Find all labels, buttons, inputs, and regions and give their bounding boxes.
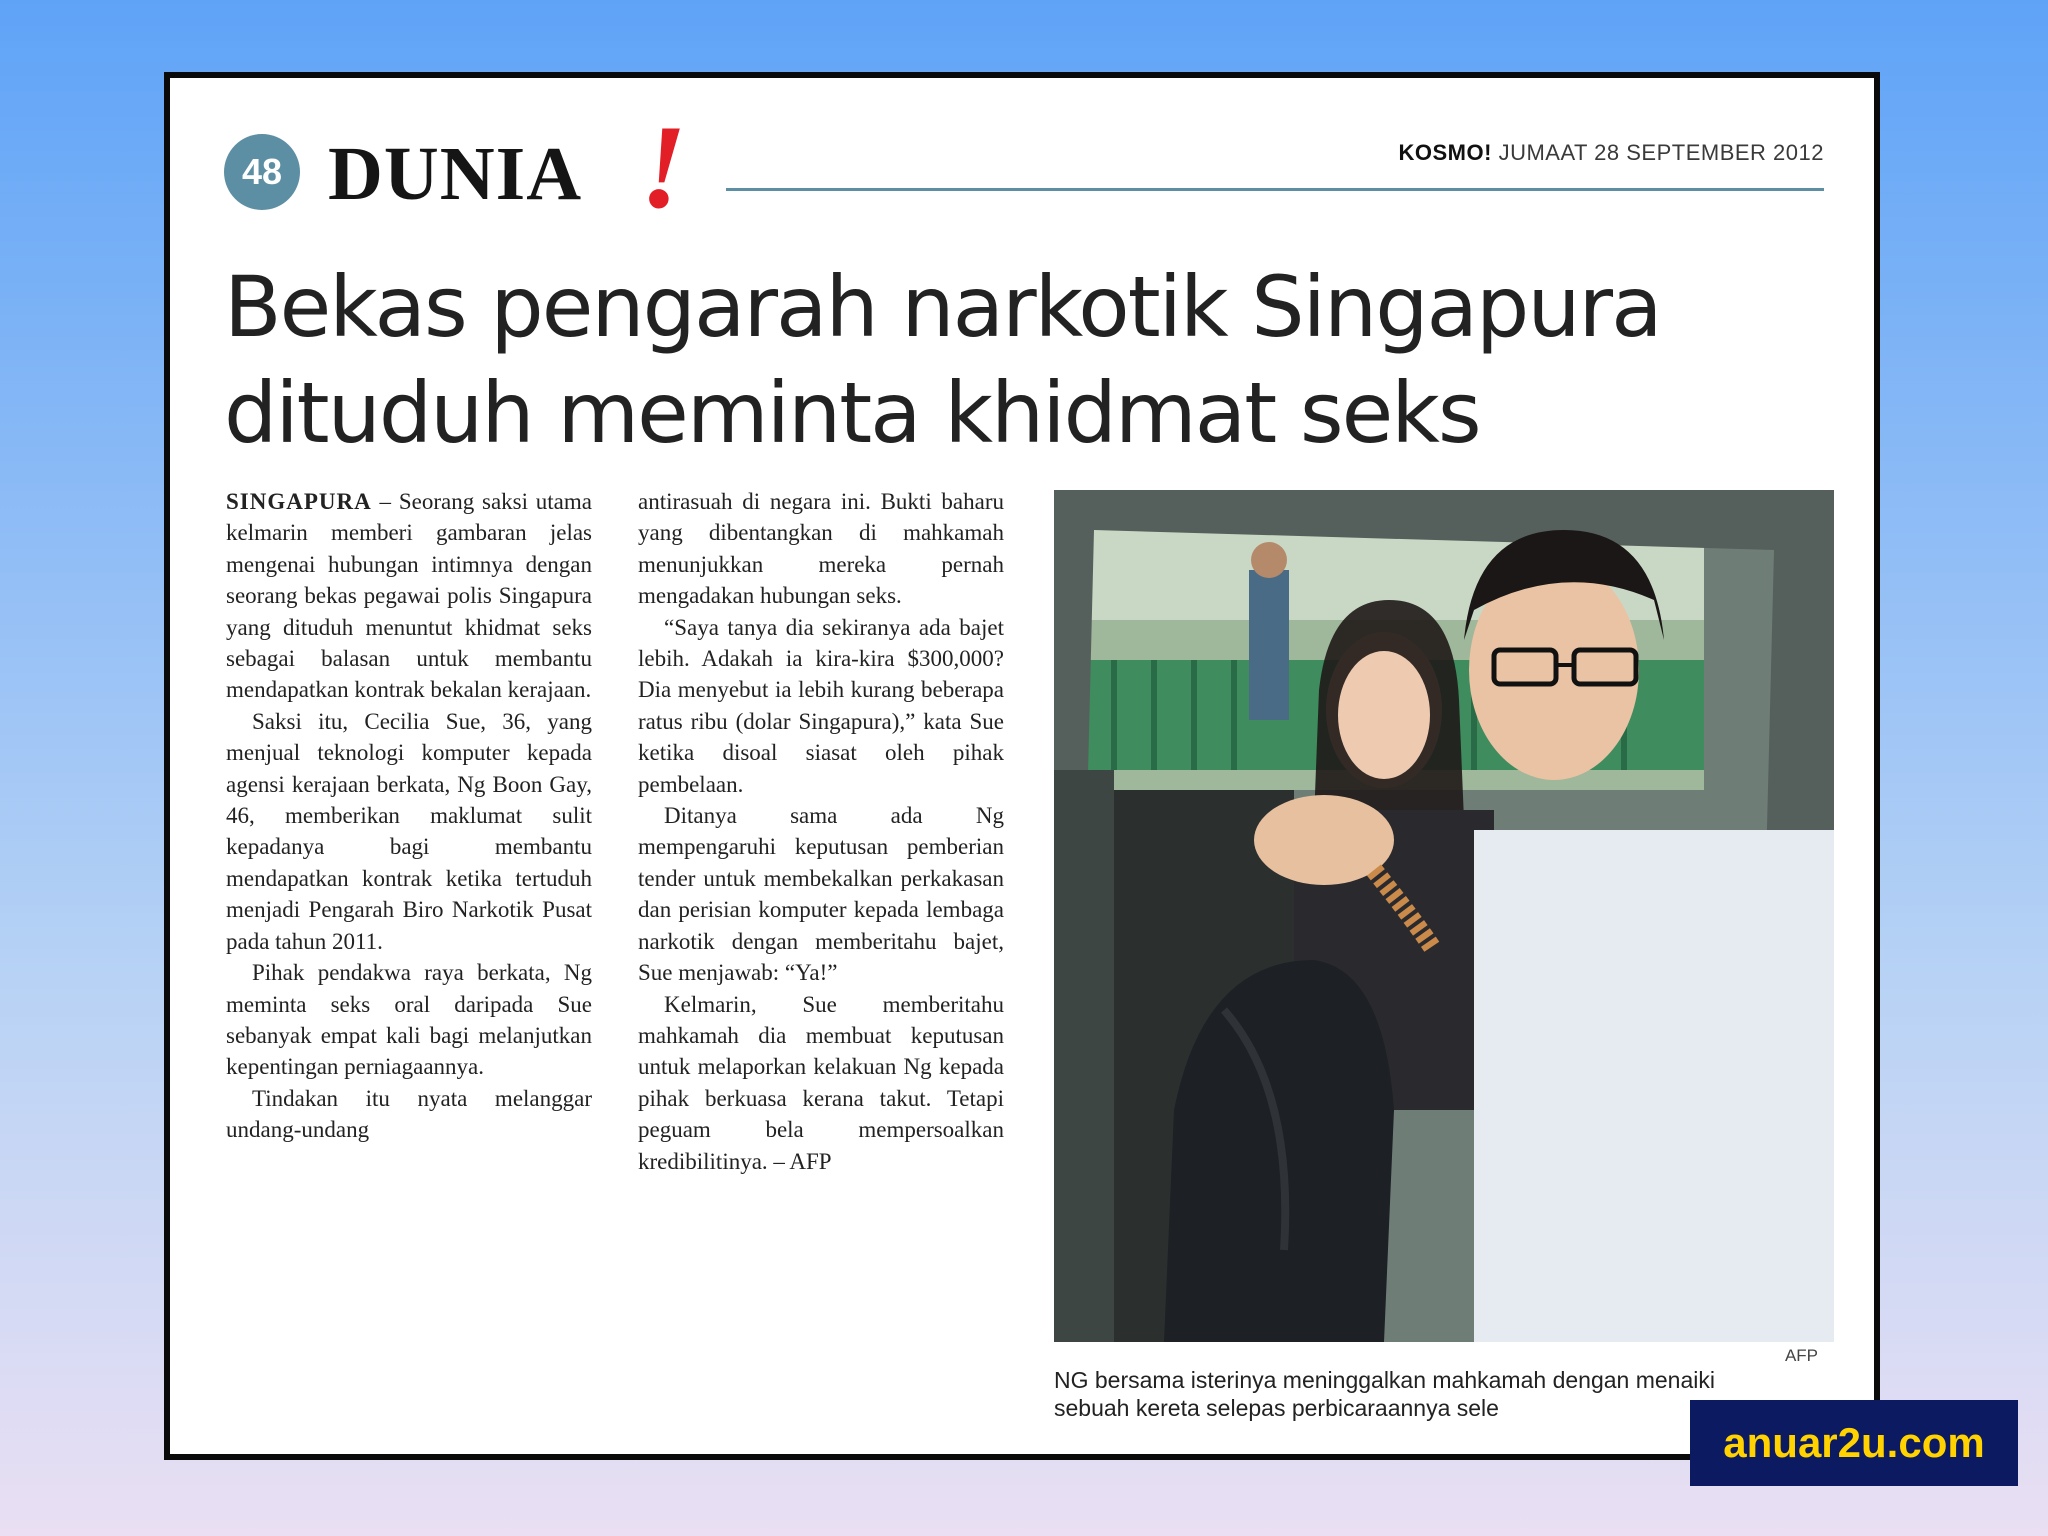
paragraph: Kelmarin, Sue memberitahu mahkamah dia membuat keputusan untuk melaporkan kelakuan Ng kepada pihak berkuasa kerana takut. Tetapi peguam bela mempersoalkan kredibilitinya. – AFP xyxy=(638,991,1004,1174)
section-title: DUNIA xyxy=(328,132,583,216)
page-number-badge: 48 xyxy=(224,134,300,210)
section-exclamation: ! xyxy=(640,100,687,233)
paragraph: Pihak pendakwa raya berkata, Ng meminta seks oral daripada Sue sebanyak empat kali bagi melanjutkan kepentingan perniagaannya. xyxy=(226,960,592,1080)
news-photo xyxy=(1054,490,1834,1342)
paragraph: antirasuah di negara ini. Bukti baharu yang dibentangkan di mahkamah menunjukkan mereka pernah mengadakan hubungan seks. xyxy=(638,489,1004,609)
paragraph: Tindakan itu nyata melanggar undang-undang xyxy=(226,1085,592,1143)
paragraph: Saksi itu, Cecilia Sue, 36, yang menjual teknologi komputer kepada agensi kerajaan berkata, Ng Boon Gay, 46, memberikan maklumat sulit kepadanya bagi membantu mendapatkan kontrak ketika tertuduh menjadi Pengarah Biro Narkotik Pusat pada tahun 2011. xyxy=(226,708,592,954)
paragraph xyxy=(226,486,592,706)
photo-credit: AFP xyxy=(1784,1346,1818,1365)
page-header xyxy=(224,100,1824,233)
headline-line-2: dituduh meminta khidmat seks xyxy=(224,364,1480,462)
article-headline xyxy=(224,254,1844,466)
photo-illustration xyxy=(1054,490,1834,1342)
paragraph: Ditanya sama ada Ng mempengaruhi keputusan pemberian tender untuk membekalkan perkakasan dan perisian komputer kepada lembaga narkotik dengan memberitahu bajet, Sue menjawab: “Ya!” xyxy=(638,803,1004,986)
newspaper-clipping xyxy=(164,72,1880,1460)
paragraph-text: – Seorang saksi utama kelmarin memberi gambaran jelas mengenai hubungan intimnya dengan seorang bekas pegawai polis Singapura yang dituduh menuntut khidmat seks sebagai balasan untuk membantu mendapatkan kontrak bekalan kerajaan. xyxy=(226,489,592,703)
paragraph: “Saya tanya dia sekiranya ada bajet lebih. Adakah ia kira-kira $300,000? Dia menyebut ia lebih kurang beberapa ratus ribu (dolar Singapura),” kata Sue ketika disoal siasat oleh pihak pembelaan. xyxy=(638,614,1004,797)
watermark-badge: anuar2u.com xyxy=(1690,1400,2018,1486)
article-column-2 xyxy=(638,486,1004,1177)
article-column-1 xyxy=(226,486,592,1146)
paper-name: KOSMO! xyxy=(1398,140,1492,165)
masthead xyxy=(1399,140,1825,166)
headline-line-1: Bekas pengarah narkotik Singapura xyxy=(224,258,1661,356)
photo-caption: NG bersama isterinya meninggalkan mahkamah dengan menaiki sebuah kereta selepas perbicaraannya sele xyxy=(1054,1367,1715,1421)
issue-date: JUMAAT 28 SEPTEMBER 2012 xyxy=(1498,140,1824,165)
header-rule xyxy=(726,188,1824,191)
dateline: SINGAPURA xyxy=(226,489,372,514)
